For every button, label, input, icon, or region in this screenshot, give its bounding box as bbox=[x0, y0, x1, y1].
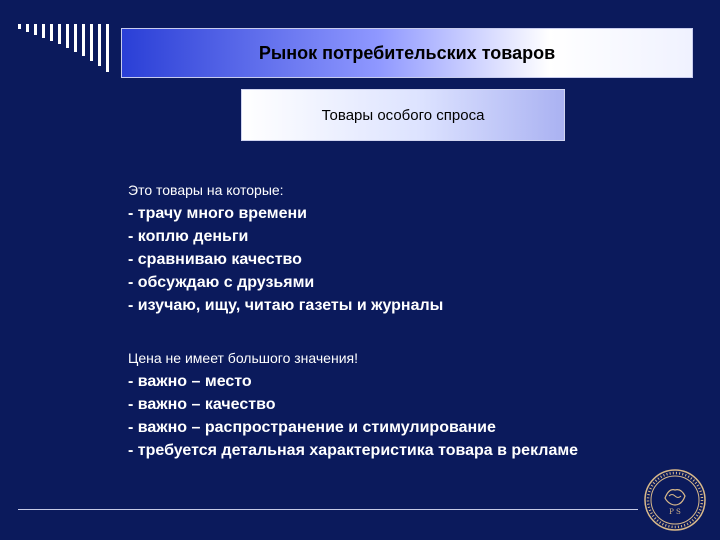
section-price bbox=[128, 348, 578, 462]
decorative-stripes-icon bbox=[18, 22, 118, 72]
list-item: - требуется детальная характеристика товара в рекламе bbox=[128, 442, 579, 459]
section-reasons bbox=[128, 180, 443, 317]
slide-title: Рынок потребительских товаров bbox=[258, 42, 556, 63]
list-item: - важно – качество bbox=[128, 396, 276, 413]
list-item: - коплю деньги bbox=[128, 228, 249, 245]
list-item: - сравниваю качество bbox=[128, 251, 302, 268]
list-item: - важно – распространение и стимулирование bbox=[128, 419, 496, 436]
list-item: - важно – место bbox=[128, 373, 252, 390]
footer-divider bbox=[18, 509, 638, 510]
slide-subtitle: Товары особого спроса bbox=[321, 106, 485, 124]
subtitle-box bbox=[241, 89, 565, 141]
section-lead: Цена не имеет большого значения! bbox=[128, 350, 358, 366]
seal-initials: P S bbox=[669, 508, 681, 516]
list-item: - обсуждаю с друзьями bbox=[128, 274, 315, 291]
title-box bbox=[121, 28, 693, 78]
seal-logo-icon bbox=[643, 468, 707, 532]
section-lead: Это товары на которые: bbox=[128, 182, 284, 198]
list-item: - изучаю, ищу, читаю газеты и журналы bbox=[128, 297, 444, 314]
list-item: - трачу много времени bbox=[128, 205, 307, 222]
